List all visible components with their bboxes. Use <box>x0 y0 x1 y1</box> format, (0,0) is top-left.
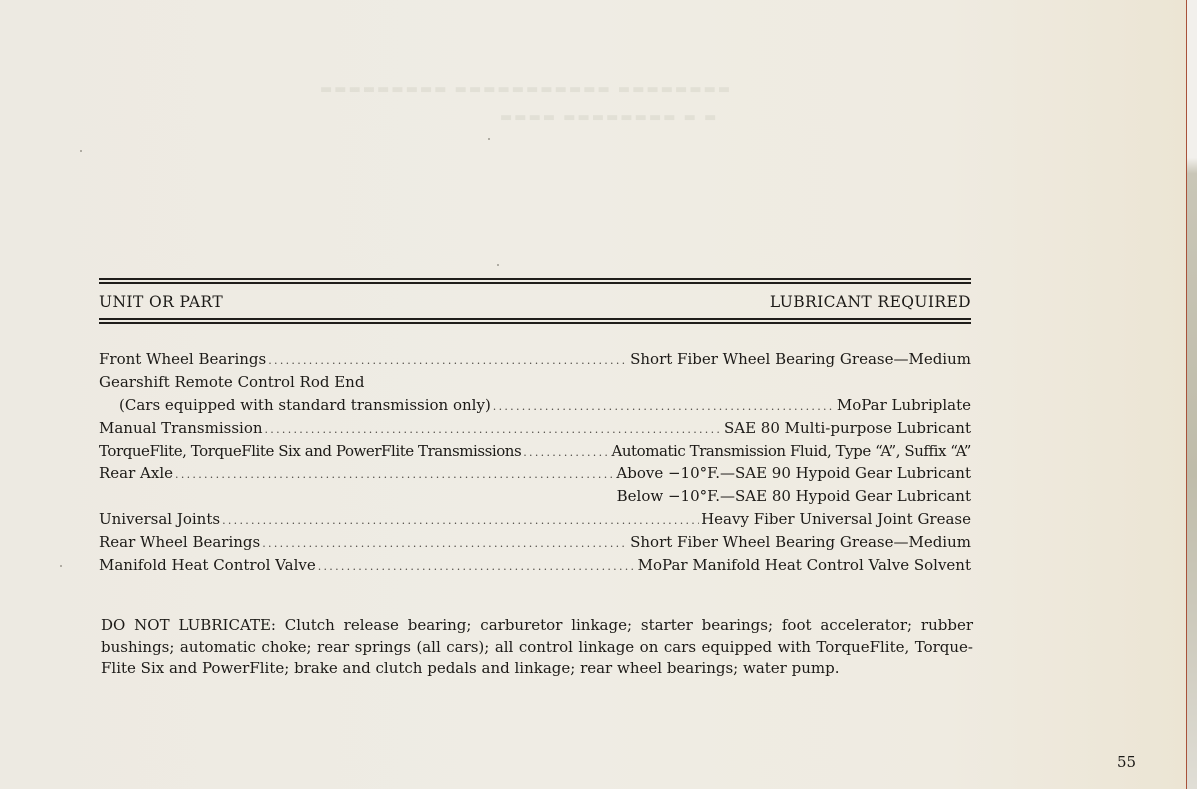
unit-part: Gearshift Remote Control Rod End <box>99 372 365 391</box>
table-body <box>99 348 971 577</box>
do-not-lubricate-note: DO NOT LUBRICATE: Clutch release bearing; carburetor linkage; starter bearings; foot accelerator; rubber bushings; automatic choke; rear springs (all cars); all control linkage on cars equipped with TorqueFlite, Torque-Flite Six and PowerFlite; brake and clutch pedals and linkage; rear wheel bearings; water pump. <box>101 616 973 678</box>
lubricant: MoPar Lubriplate <box>836 395 971 414</box>
paper-speck <box>497 264 499 266</box>
unit-part: Manifold Heat Control Valve <box>99 556 316 575</box>
dot-leader <box>265 419 722 442</box>
table-row <box>99 417 971 440</box>
unit-part: Universal Joints <box>99 510 221 529</box>
dot-leader <box>222 510 699 533</box>
bleed-through-text: ▬▬▬▬ ▬▬▬▬▬▬▬▬ ▬ ▬ <box>500 110 719 125</box>
table-row <box>99 508 971 531</box>
unit-part: Manual Transmission <box>99 418 263 437</box>
table-row <box>99 348 971 371</box>
dot-leader <box>268 350 628 373</box>
table-row <box>99 371 971 394</box>
adjacent-page-strip <box>1187 0 1197 789</box>
lubricant: SAE 80 Multi-purpose Lubricant <box>723 418 971 437</box>
lubricant: Above −10°F.—SAE 90 Hypoid Gear Lubricant <box>616 464 971 483</box>
unit-part: Rear Axle <box>99 464 174 483</box>
table-row <box>99 440 971 463</box>
lubricant-required-header: LUBRICANT REQUIRED <box>769 293 971 311</box>
lubrication-table <box>99 278 971 577</box>
paper-speck <box>488 138 490 140</box>
bleed-through-text: ▬▬▬▬▬▬▬▬▬ ▬▬▬▬▬▬▬▬▬▬▬ ▬▬▬▬▬▬▬▬ <box>320 82 733 97</box>
lubricant: MoPar Manifold Heat Control Valve Solvent <box>637 556 971 575</box>
lubricant: Below −10°F.—SAE 80 Hypoid Gear Lubricant <box>616 487 971 506</box>
table-row <box>99 554 971 577</box>
page-number: 55 <box>1117 753 1137 771</box>
dot-leader <box>493 396 835 419</box>
lubricant: Short Fiber Wheel Bearing Grease—Medium <box>630 350 971 368</box>
dot-leader <box>175 464 614 487</box>
unit-part: TorqueFlite, TorqueFlite Six and PowerFlite Transmissions <box>99 441 522 460</box>
unit-part-qualifier: (Cars equipped with standard transmission only) <box>119 395 491 414</box>
unit-part: Front Wheel Bearings <box>99 350 267 368</box>
lubricant: Short Fiber Wheel Bearing Grease—Medium <box>630 533 971 552</box>
dot-leader <box>523 442 609 465</box>
unit-or-part-header: UNIT OR PART <box>99 293 224 311</box>
bottom-double-rule <box>99 318 971 324</box>
lubricant: Heavy Fiber Universal Joint Grease <box>701 510 971 529</box>
paper-speck <box>80 150 82 152</box>
dot-leader <box>262 533 628 556</box>
top-double-rule <box>99 278 971 284</box>
paper-speck <box>60 565 62 567</box>
table-row <box>99 531 971 554</box>
table-row <box>99 462 971 485</box>
dot-leader <box>318 556 636 579</box>
table-row <box>99 394 971 417</box>
table-row <box>99 485 971 508</box>
table-header <box>99 284 971 318</box>
unit-part: Rear Wheel Bearings <box>99 533 261 552</box>
lubricant: Automatic Transmission Fluid, Type “A”, Suffix “A” <box>611 441 971 460</box>
